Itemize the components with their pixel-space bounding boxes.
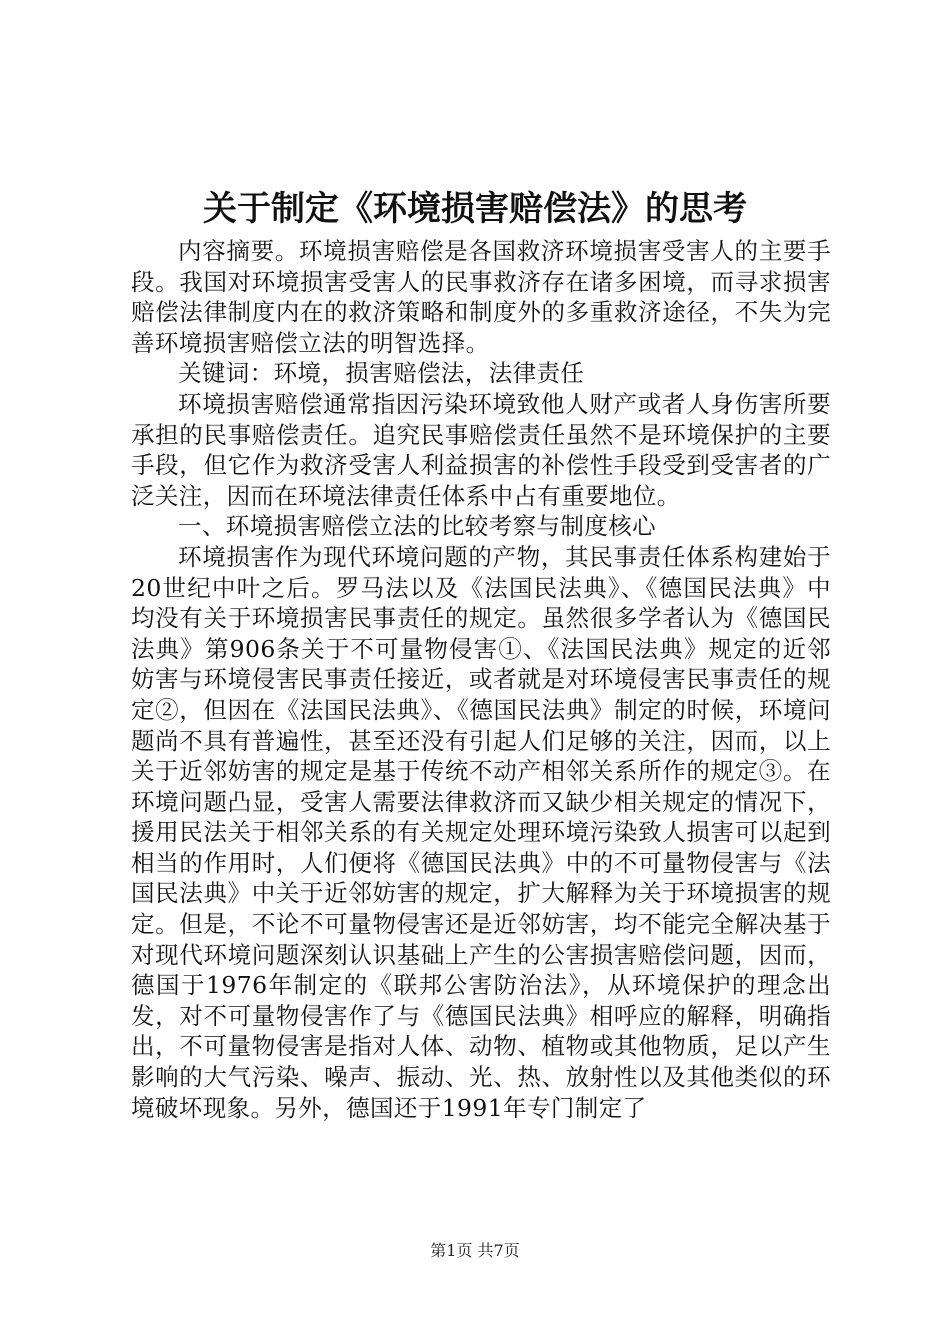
abstract-paragraph: 内容摘要。环境损害赔偿是各国救济环境损害受害人的主要手段。我国对环境损害受害人的民事救济存在诸多困境，而寻求损害赔偿法律制度内在的救济策略和制度外的多重救济途径，不失为完善环境损害赔偿立法的明智选择。 [131,237,831,357]
keywords-paragraph: 关键词：环境，损害赔偿法，法律责任 [178,359,585,388]
document-body [131,236,831,1123]
page-footer: 第1页 共7页 [430,1241,520,1260]
document-title: 关于制定《环境损害赔偿法》的思考 [203,189,747,229]
body-paragraph: 环境损害作为现代环境问题的产物，其民事责任体系构建始于20世纪中叶之后。罗马法以及《法国民法典》、《德国民法典》中均没有关于环境损害民事责任的规定。虽然很多学者认为《德国民法典》第906条关于不可量物侵害①、《法国民法典》规定的近邻妨害与环境侵害民事责任接近，或者就是对环境侵害民事责任的规定②，但因在《法国民法典》、《德国民法典》制定的时候，环境问题尚不具有普遍性，甚至还没有引起人们足够的关注，因而，以上关于近邻妨害的规定是基于传统不动产相邻关系所作的规定③。在环境问题凸显，受害人需要法律救济而又缺少相关规定的情况下，援用民法关于相邻关系的有关规定处理环境污染致人损害可以起到相当的作用时，人们便将《德国民法典》中的不可量物侵害与《法国民法典》中关于近邻妨害的规定，扩大解释为关于环境损害的规定。但是，不论不可量物侵害还是近邻妨害，均不能完全解决基于对现代环境问题深刻认识基础上产生的公害损害赔偿问题，因而，德国于1976年制定的《联邦公害防治法》，从环境保护的理念出发，对不可量物侵害作了与《德国民法典》相呼应的解释，明确指出，不可量物侵害是指对人体、动物、植物或其他物质，足以产生影响的大气污染、噪声、振动、光、热、放射性以及其他类似的环境破坏现象。另外，德国还于1991年专门制定了 [131,542,831,1122]
section-heading: 一、环境损害赔偿立法的比较考察与制度核心 [178,512,656,541]
intro-paragraph: 环境损害赔偿通常指因污染环境致他人财产或者人身伤害所要承担的民事赔偿责任。追究民事赔偿责任虽然不是环境保护的主要手段，但它作为救济受害人利益损害的补偿性手段受到受害者的广泛关注，因而在环境法律责任体系中占有重要地位。 [131,389,831,510]
